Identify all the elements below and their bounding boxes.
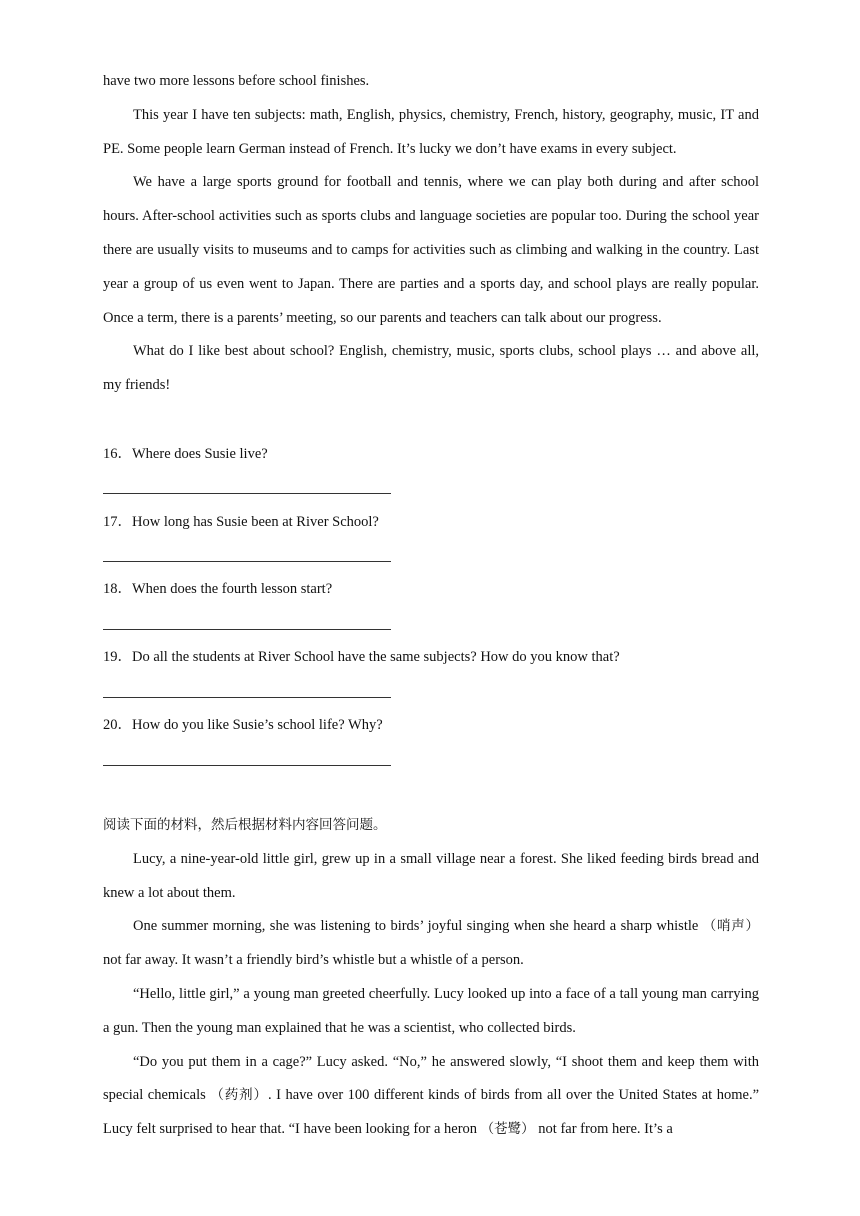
question-16 [103,437,759,471]
reading-instruction: 阅读下面的材料，然后根据材料内容回答问题。 [103,817,387,833]
chinese-gloss: （苍鹭） [480,1121,535,1138]
answer-line-17[interactable] [103,561,391,562]
question-number: 18． [103,581,132,597]
question-20 [103,708,759,742]
passage-paragraph-favorites: What do I like best about school? English, chemistry, music, sports clubs, school plays … and above all, my friends! [103,343,759,394]
passage-paragraph-whistle [103,910,759,978]
question-17 [103,505,759,539]
passage-paragraph-activities: We have a large sports ground for football and tennis, where we can play both during and after school hours. After-school activities such as sports clubs and language societies are popular too. During the school year there are usually visits to museums and to camps for activities such as climbing and walking in the country. Last year a group of us even went to Japan. There are parties and a sports day, and school plays are really popular. Once a term, there is a parents’ meeting, so our parents and teachers can talk about our progress. [103,174,759,326]
question-number: 20． [103,717,132,733]
passage-paragraph-lucy: Lucy, a nine-year-old little girl, grew up in a small village near a forest. She liked feeding birds bread and knew a lot about them. [103,850,759,901]
passage-paragraph-subjects: This year I have ten subjects: math, English, physics, chemistry, French, history, geography, music, IT and PE. Some people learn German instead of French. It’s lucky we don’t have exams in every subject. [103,106,759,157]
passage-paragraph-continuation: have two more lessons before school finishes. [103,73,370,89]
answer-line-18[interactable] [103,629,391,630]
question-text: Where does Susie live? [132,446,268,462]
answer-line-20[interactable] [103,765,391,766]
passage-paragraph-greeting: “Hello, little girl,” a young man greeted cheerfully. Lucy looked up into a face of a tall young man carrying a gun. Then the young man explained that he was a scientist, who collected birds. [103,985,759,1036]
chinese-gloss: （药剂） [210,1087,268,1104]
paragraph-text: . I have over 100 different kinds of birds from all over the United States at home.” Lucy felt surprised to hear that. “I have been looking for a heron [103,1087,759,1138]
chinese-gloss: （哨声） [702,918,759,935]
passage-paragraph-cage [103,1046,759,1147]
answer-line-16[interactable] [103,493,391,494]
question-18 [103,572,759,606]
question-number: 19． [103,649,132,665]
question-text: How do you like Susie’s school life? Why? [132,717,383,733]
question-19 [103,640,759,674]
question-text: Do all the students at River School have the same subjects? How do you know that? [132,649,620,665]
passage-one [103,65,759,403]
answer-line-19[interactable] [103,697,391,698]
question-text: How long has Susie been at River School? [132,514,379,530]
paragraph-text: not far from here. It’s a [534,1121,673,1138]
paragraph-text: “Do you put them in a cage?” Lucy asked. “No,” he answered slowly, “I shoot them and keep them with special chemicals [103,1053,759,1104]
paragraph-text: One summer morning, she was listening to birds’ joyful singing when she heard a sharp whistle [133,918,703,935]
question-text: When does the fourth lesson start? [132,581,333,597]
paragraph-text: not far away. It wasn’t a friendly bird’s whistle but a whistle of a person. [103,952,524,969]
passage-two [103,809,759,1147]
question-number: 17． [103,514,132,530]
question-number: 16． [103,446,132,462]
